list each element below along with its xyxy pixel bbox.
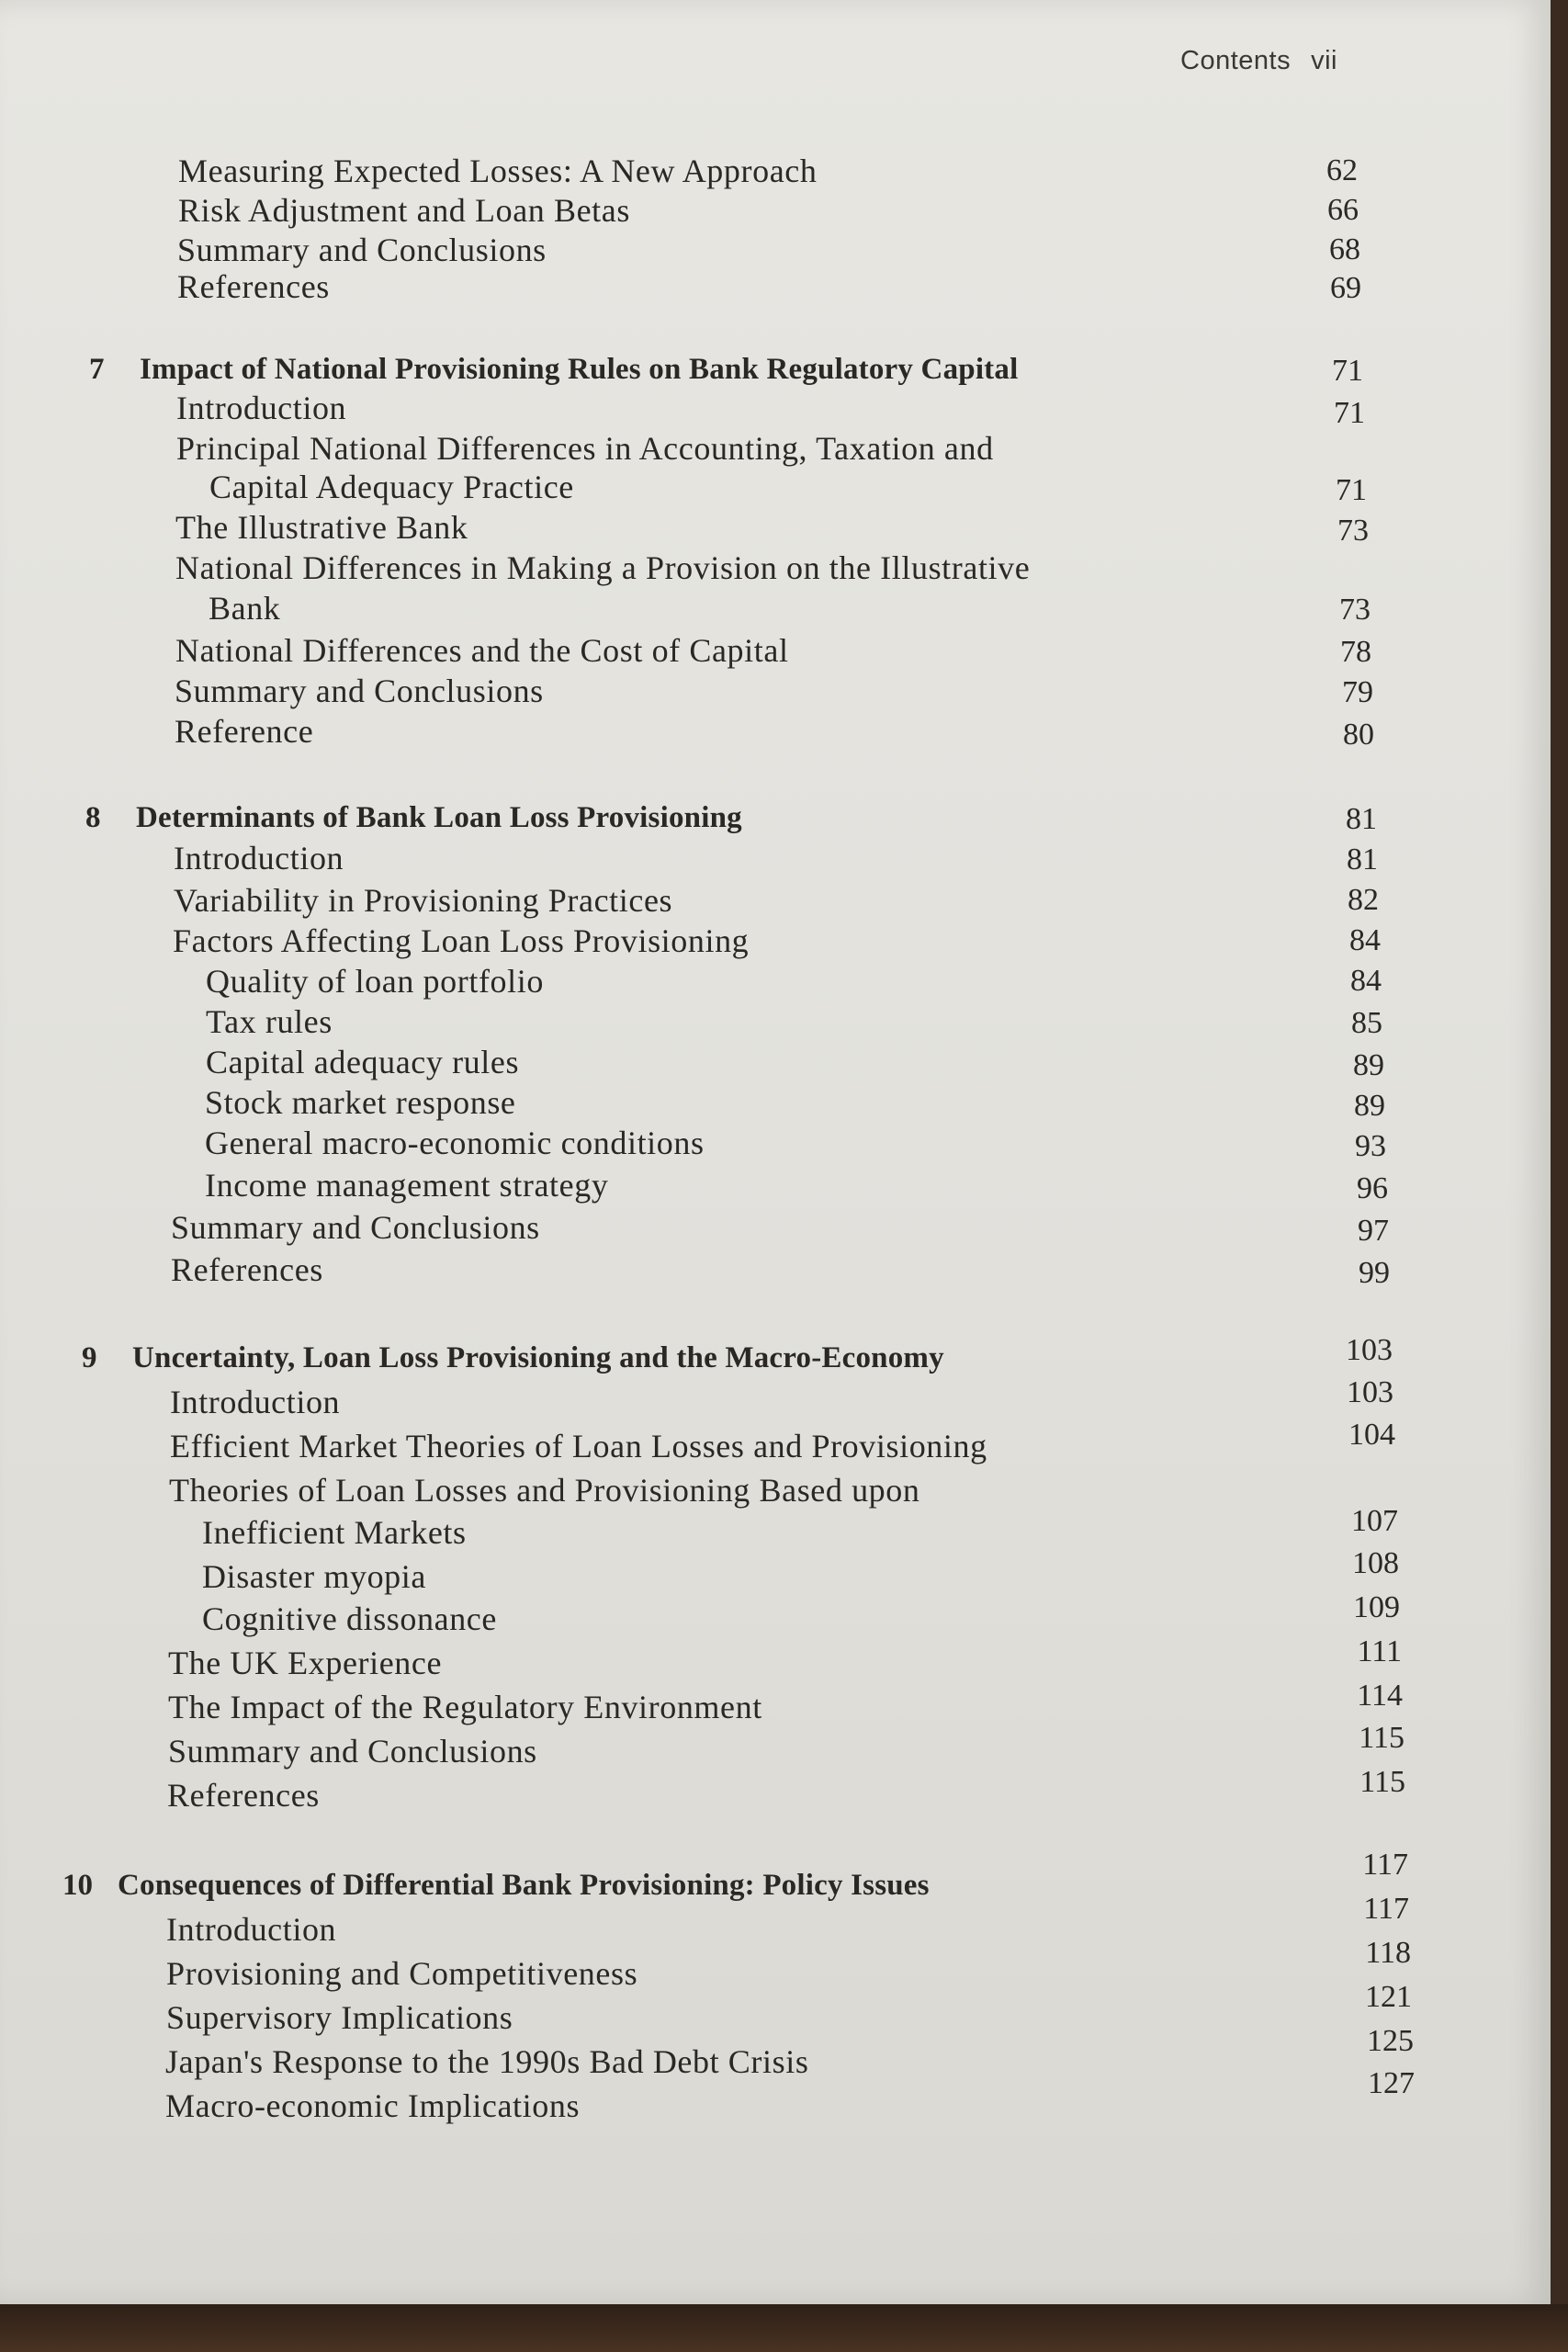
page-number: 117	[1363, 1892, 1409, 1926]
entry-title: Theories of Loan Losses and Provisioning Based upon	[169, 1472, 920, 1509]
page-number: 108	[1352, 1546, 1399, 1580]
entry-title: Japan's Response to the 1990s Bad Debt Crisis	[165, 2043, 809, 2080]
page-number: 99	[1359, 1256, 1390, 1290]
page-number: 97	[1358, 1214, 1389, 1248]
chapter-number: 9	[82, 1341, 97, 1374]
entry-title: Risk Adjustment and Loan Betas	[178, 192, 630, 229]
page-number: 80	[1343, 718, 1374, 752]
chapter-entry	[82, 1338, 1368, 1378]
section-entry	[0, 2041, 1286, 2082]
entry-title: National Differences and the Cost of Capital	[175, 632, 789, 669]
section-entry	[0, 1382, 1286, 1422]
subsection-entry	[0, 1042, 1286, 1082]
page-number: 96	[1357, 1171, 1388, 1205]
entry-title: Tax rules	[206, 1003, 333, 1040]
section-entry	[0, 1207, 1286, 1248]
entry-title: Factors Affecting Loan Loss Provisioning	[173, 922, 750, 959]
subsection-entry	[0, 1165, 1286, 1205]
page-number: 85	[1351, 1006, 1382, 1040]
entry-title: References	[171, 1251, 323, 1288]
subsection-entry	[0, 467, 1286, 507]
section-entry	[0, 230, 1286, 270]
entry-title: Summary and Conclusions	[171, 1209, 540, 1246]
entry-title: References	[167, 1777, 320, 1814]
page-number: 104	[1348, 1418, 1395, 1452]
entry-title: References	[177, 268, 330, 305]
section-entry	[0, 548, 1286, 588]
chapter-number: 8	[85, 801, 101, 834]
entry-title: Capital adequacy rules	[206, 1044, 520, 1080]
entry-title: Stock market response	[205, 1084, 516, 1121]
page-number: 73	[1339, 593, 1371, 627]
page-number: 66	[1327, 193, 1359, 227]
section-entry	[0, 1731, 1286, 1771]
subsection-entry	[0, 1001, 1286, 1042]
page-number: 89	[1353, 1048, 1384, 1082]
subsection-entry	[0, 1123, 1286, 1163]
section-entry	[0, 880, 1286, 921]
page-number: 103	[1347, 1375, 1393, 1409]
section-entry	[0, 1426, 1286, 1466]
entry-title: Introduction	[170, 1384, 341, 1420]
section-entry	[0, 711, 1286, 752]
running-header-page-number: vii	[1311, 46, 1337, 75]
subsection-entry	[0, 1556, 1286, 1597]
page-number: 71	[1336, 473, 1367, 507]
page-number: 109	[1353, 1590, 1400, 1624]
entry-title: Determinants of Bank Loan Loss Provisioning	[136, 801, 742, 834]
entry-title: Uncertainty, Loan Loss Provisioning and the Macro-Economy	[132, 1341, 944, 1374]
page-number: 121	[1365, 1980, 1412, 2014]
page-number: 73	[1337, 514, 1369, 548]
page-number: 71	[1334, 396, 1365, 430]
entry-title: Measuring Expected Losses: A New Approach	[178, 153, 818, 189]
subsection-entry	[0, 961, 1286, 1001]
chapter-entry	[62, 1865, 1348, 1905]
section-entry	[0, 921, 1286, 961]
page-number: 78	[1340, 635, 1371, 669]
entry-title: Supervisory Implications	[166, 1999, 513, 2036]
page-number: 125	[1367, 2024, 1414, 2058]
entry-title: Summary and Conclusions	[168, 1733, 537, 1770]
entry-title: Provisioning and Competitiveness	[166, 1955, 638, 1992]
page-number: 81	[1346, 802, 1377, 836]
section-entry	[0, 2086, 1286, 2126]
page-number: 114	[1357, 1679, 1403, 1713]
page-number: 127	[1368, 2066, 1415, 2100]
page-number: 118	[1365, 1936, 1411, 1970]
entry-title: Summary and Conclusions	[175, 673, 544, 709]
entry-title: Inefficient Markets	[202, 1514, 467, 1551]
page-number: 62	[1326, 153, 1358, 187]
page-number: 79	[1342, 675, 1373, 709]
page-number: 81	[1347, 842, 1378, 876]
section-entry	[0, 507, 1286, 548]
entry-title: Capital Adequacy Practice	[209, 469, 574, 505]
entry-title: Impact of National Provisioning Rules on Bank Regulatory Capital	[140, 353, 1019, 386]
section-entry	[0, 151, 1286, 191]
entry-title: Efficient Market Theories of Loan Losses and Provisioning	[170, 1428, 987, 1464]
chapter-number: 7	[89, 353, 105, 386]
entry-title: Introduction	[176, 390, 347, 426]
section-entry	[0, 838, 1286, 878]
entry-title: Summary and Conclusions	[177, 232, 547, 268]
section-entry	[0, 630, 1286, 671]
entry-title: National Differences in Making a Provision on the Illustrative	[175, 549, 1031, 586]
page-number: 84	[1350, 964, 1382, 998]
page-number: 68	[1329, 232, 1360, 266]
section-entry	[0, 671, 1286, 711]
section-entry	[0, 388, 1286, 428]
section-entry	[0, 1470, 1286, 1510]
entry-title: Variability in Provisioning Practices	[174, 882, 673, 919]
page-number: 93	[1355, 1129, 1386, 1163]
page-number: 107	[1351, 1504, 1398, 1538]
section-entry	[0, 1953, 1286, 1994]
background-surface	[0, 2304, 1568, 2352]
section-entry	[0, 1997, 1286, 2038]
page-number: 89	[1354, 1089, 1385, 1123]
page-number: 117	[1362, 1848, 1408, 1882]
page-number: 103	[1346, 1333, 1393, 1367]
section-entry	[0, 266, 1286, 307]
entry-title: Income management strategy	[205, 1167, 609, 1204]
page-number: 69	[1330, 271, 1361, 305]
section-entry	[0, 1909, 1286, 1950]
section-entry	[0, 1687, 1286, 1727]
page-number: 84	[1349, 923, 1381, 957]
section-entry	[0, 1643, 1286, 1683]
subsection-entry	[0, 588, 1286, 628]
entry-title: The Illustrative Bank	[175, 509, 468, 546]
chapter-entry	[89, 349, 1375, 390]
chapter-number: 10	[62, 1869, 93, 1902]
page-number: 115	[1359, 1765, 1405, 1799]
entry-title: General macro-economic conditions	[205, 1125, 705, 1161]
subsection-entry	[0, 1599, 1286, 1639]
entry-title: Cognitive dissonance	[202, 1600, 497, 1637]
entry-title: The Impact of the Regulatory Environment	[168, 1689, 762, 1725]
entry-title: Quality of loan portfolio	[206, 963, 544, 1000]
entry-title: Disaster myopia	[202, 1558, 426, 1595]
section-entry	[0, 1775, 1286, 1815]
page-number: 71	[1332, 354, 1363, 388]
entry-title: The UK Experience	[168, 1645, 443, 1681]
subsection-entry	[0, 1082, 1286, 1123]
entry-title: Bank	[209, 590, 281, 627]
page-number: 111	[1357, 1634, 1402, 1668]
section-entry	[0, 428, 1286, 469]
entry-title: Consequences of Differential Bank Provisioning: Policy Issues	[118, 1869, 930, 1902]
entry-title: Introduction	[166, 1911, 337, 1948]
chapter-entry	[85, 797, 1371, 838]
running-header-title: Contents	[1180, 46, 1292, 75]
page-number: 82	[1348, 883, 1379, 917]
entry-title: Introduction	[174, 840, 344, 876]
page-number: 115	[1359, 1721, 1404, 1755]
entry-title: Macro-economic Implications	[165, 2087, 581, 2124]
section-entry	[0, 190, 1286, 231]
subsection-entry	[0, 1512, 1286, 1553]
entry-title: Principal National Differences in Accounting, Taxation and	[176, 430, 994, 467]
section-entry	[0, 1250, 1286, 1290]
entry-title: Reference	[175, 713, 314, 750]
